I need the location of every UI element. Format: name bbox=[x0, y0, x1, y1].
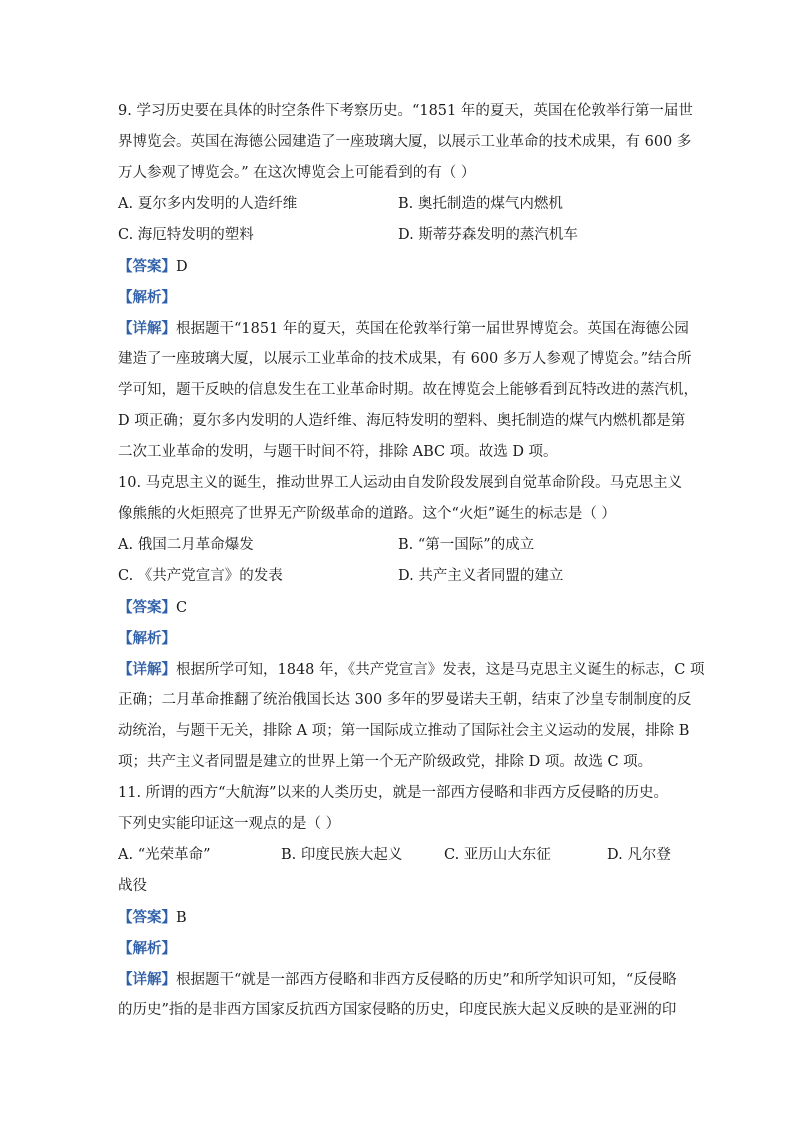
question-stem-line: 下列史实能印证这一观点的是（ ） bbox=[118, 816, 341, 832]
question-11 bbox=[118, 778, 678, 1026]
options-row bbox=[118, 840, 678, 871]
detail-line: 正确；二月革命推翻了统治俄国长达 300 多年的罗曼诺夫王朝，结束了沙皇专制制度的反 bbox=[118, 692, 692, 708]
answer-value: C bbox=[176, 600, 188, 616]
question-stem-line: 界博览会。英国在海德公园建造了一座玻璃大厦，以展示工业革命的技术成果，有 600 多 bbox=[118, 134, 692, 150]
options-row bbox=[118, 189, 678, 220]
answer-value: B bbox=[176, 910, 187, 926]
detail-tag: 【详解】 bbox=[118, 661, 176, 678]
options-row bbox=[118, 530, 678, 561]
options-row bbox=[118, 561, 678, 592]
detail-line: 学可知，题干反映的信息发生在工业革命时期。故在博览会上能够看到瓦特改进的蒸汽机， bbox=[118, 382, 698, 398]
detail-line: 建造了一座玻璃大厦，以展示工业革命的技术成果，有 600 多万人参观了博览会。”结合所 bbox=[118, 351, 692, 367]
option-b: B. “第一国际”的成立 bbox=[398, 537, 535, 553]
analysis-tag: 【解析】 bbox=[118, 940, 176, 957]
question-10 bbox=[118, 468, 705, 778]
option-a: A. 俄国二月革命爆发 bbox=[118, 537, 254, 553]
detail-line: D 项正确；夏尔多内发明的人造纤维、海厄特发明的塑料、奥托制造的煤气内燃机都是第 bbox=[118, 413, 686, 429]
option-a: A. 夏尔多内发明的人造纤维 bbox=[118, 196, 298, 212]
detail-line: 动统治，与题干无关，排除 A 项；第一国际成立推动了国际社会主义运动的发展，排除 B bbox=[118, 723, 690, 739]
question-stem-line: 11. 所谓的西方“大航海”以来的人类历史，就是一部西方侵略和非西方反侵略的历史。 bbox=[118, 785, 668, 801]
option-d: D. 凡尔登 bbox=[607, 847, 671, 863]
answer-line bbox=[118, 902, 678, 933]
answer-line bbox=[118, 251, 678, 282]
analysis-tag: 【解析】 bbox=[118, 289, 176, 306]
option-d-wrap: 战役 bbox=[118, 878, 147, 894]
detail-line bbox=[118, 964, 678, 995]
question-stem-line: 9. 学习历史要在具体的时空条件下考察历史。“1851 年的夏天，英国在伦敦举行第一届世 bbox=[118, 103, 693, 119]
answer-tag: 【答案】 bbox=[118, 909, 176, 926]
detail-tag: 【详解】 bbox=[118, 971, 176, 988]
question-9 bbox=[118, 96, 698, 468]
detail-text: 根据所学可知，1848 年，《共产党宣言》发表，这是马克思主义诞生的标志，C 项 bbox=[176, 662, 705, 678]
option-c: C. 亚历山大东征 bbox=[444, 847, 551, 863]
answer-tag: 【答案】 bbox=[118, 599, 176, 616]
document-page bbox=[118, 96, 705, 1026]
question-stem-line: 万人参观了博览会。” 在这次博览会上可能看到的有（ ） bbox=[118, 165, 476, 181]
answer-value: D bbox=[176, 259, 188, 275]
option-d: D. 共产主义者同盟的建立 bbox=[398, 568, 564, 584]
analysis-line bbox=[118, 933, 678, 964]
detail-text: 根据题干“就是一部西方侵略和非西方反侵略的历史”和所学知识可知，“反侵略 bbox=[176, 972, 677, 988]
options-row bbox=[118, 220, 678, 251]
detail-tag: 【详解】 bbox=[118, 320, 176, 337]
detail-text: 根据题干“1851 年的夏天，英国在伦敦举行第一届世界博览会。英国在海德公园 bbox=[176, 321, 689, 337]
detail-line: 项；共产主义者同盟是建立的世界上第一个无产阶级政党，排除 D 项。故选 C 项。 bbox=[118, 754, 653, 770]
question-stem-line: 10. 马克思主义的诞生，推动世界工人运动由自发阶段发展到自觉革命阶段。马克思主义 bbox=[118, 475, 683, 491]
option-a: A. “光荣革命” bbox=[118, 847, 211, 863]
option-b: B. 奥托制造的煤气内燃机 bbox=[398, 196, 563, 212]
option-c: C. 海厄特发明的塑料 bbox=[118, 227, 254, 243]
option-c: C. 《共产党宣言》的发表 bbox=[118, 568, 283, 584]
analysis-line bbox=[118, 623, 678, 654]
question-stem-line: 像熊熊的火炬照亮了世界无产阶级革命的道路。这个“火炬”诞生的标志是（ ） bbox=[118, 506, 616, 522]
answer-tag: 【答案】 bbox=[118, 258, 176, 275]
detail-line bbox=[118, 313, 689, 344]
option-b: B. 印度民族大起义 bbox=[281, 847, 403, 863]
detail-line: 二次工业革命的发明，与题干时间不符，排除 ABC 项。故选 D 项。 bbox=[118, 444, 558, 460]
answer-line bbox=[118, 592, 678, 623]
option-d: D. 斯蒂芬森发明的蒸汽机车 bbox=[398, 227, 578, 243]
detail-line: 的历史”指的是非西方国家反抗西方国家侵略的历史，印度民族大起义反映的是亚洲的印 bbox=[118, 1002, 677, 1018]
analysis-tag: 【解析】 bbox=[118, 630, 176, 647]
analysis-line bbox=[118, 282, 678, 313]
detail-line bbox=[118, 654, 705, 685]
